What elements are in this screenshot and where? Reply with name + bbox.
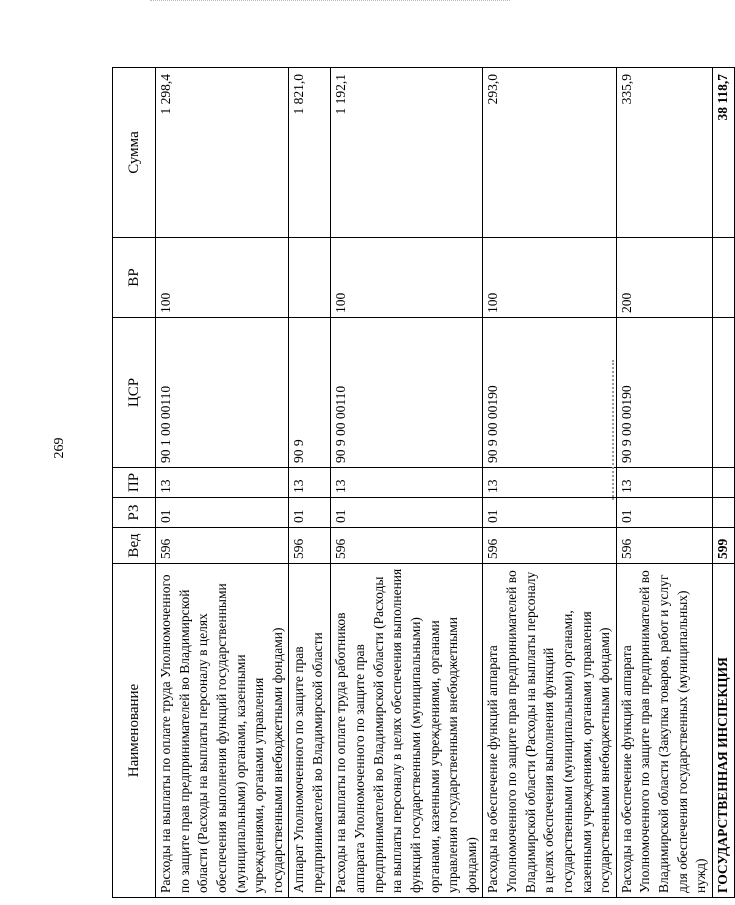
header-ved: Вед bbox=[113, 528, 156, 564]
total-pr bbox=[712, 468, 734, 498]
table-row bbox=[331, 68, 483, 898]
budget-table bbox=[112, 67, 735, 898]
row-csr: 90 9 00 00190 bbox=[483, 318, 616, 468]
row-sum: 335,9 bbox=[616, 68, 712, 238]
row-name: Аппарат Уполномоченного по защите прав предпринимателей во Владимирской области bbox=[289, 564, 331, 898]
header-vr: ВР bbox=[113, 238, 156, 318]
table-total-row bbox=[712, 68, 734, 898]
row-rz: 01 bbox=[331, 498, 483, 528]
row-name: Расходы на выплаты по оплате труда Уполномоченного по защите прав предпринимателей во Владимирской области (Расходы на выплаты персоналу в целях обеспечения выполнения функций государственными (муниципальными) органами, казенными учреждениями, органами управления государственными внебюджетными фондами) bbox=[156, 564, 289, 898]
table-row bbox=[483, 68, 616, 898]
table-row bbox=[289, 68, 331, 898]
header-rz: РЗ bbox=[113, 498, 156, 528]
total-name: ГОСУДАРСТВЕННАЯ ИНСПЕКЦИЯ bbox=[712, 564, 734, 898]
row-pr: 13 bbox=[483, 468, 616, 498]
total-sum: 38 118,7 bbox=[712, 68, 734, 238]
row-pr: 13 bbox=[289, 468, 331, 498]
row-ved: 596 bbox=[289, 528, 331, 564]
row-csr: 90 9 00 00110 bbox=[331, 318, 483, 468]
row-ved: 596 bbox=[483, 528, 616, 564]
page-number: 269 bbox=[52, 437, 67, 459]
row-rz: 01 bbox=[616, 498, 712, 528]
header-pr: ПР bbox=[113, 468, 156, 498]
header-name: Наименование bbox=[113, 564, 156, 898]
header-csr: ЦСР bbox=[113, 318, 156, 468]
row-pr: 13 bbox=[331, 468, 483, 498]
row-ved: 596 bbox=[156, 528, 289, 564]
row-name: Расходы на обеспечение функций аппарата Уполномоченного по защите прав предпринимателей во Владимирской области (Расходы на выплаты персоналу в целях обеспечения выполнения функций государственными (муниципальными) органами, казенными учреждениями, органами управления государственными внебюджетными фондами) bbox=[483, 564, 616, 898]
total-rz bbox=[712, 498, 734, 528]
row-rz: 01 bbox=[156, 498, 289, 528]
row-sum: 1 192,1 bbox=[331, 68, 483, 238]
rotated-page bbox=[112, 68, 730, 898]
total-csr bbox=[712, 318, 734, 468]
table-row bbox=[156, 68, 289, 898]
row-csr: 90 9 00 00190 bbox=[616, 318, 712, 468]
header-sum: Сумма bbox=[113, 68, 156, 238]
row-pr: 13 bbox=[616, 468, 712, 498]
row-name: Расходы на выплаты по оплате труда работников аппарата Уполномоченного по защите прав предпринимателей во Владимирской области (Расходы на выплаты персоналу в целях обеспечения выполнения функций государственными (муниципальными) органами, казенными учреждениями, органами управления государственными внебюджетными фондами) bbox=[331, 564, 483, 898]
table-row bbox=[616, 68, 712, 898]
row-vr: 200 bbox=[616, 238, 712, 318]
total-vr bbox=[712, 238, 734, 318]
row-pr: 13 bbox=[156, 468, 289, 498]
row-sum: 293,0 bbox=[483, 68, 616, 238]
row-rz: 01 bbox=[483, 498, 616, 528]
row-vr: 100 bbox=[483, 238, 616, 318]
scan-artifact-top bbox=[150, 0, 510, 3]
row-sum: 1 298,4 bbox=[156, 68, 289, 238]
scan-artifact-edge bbox=[612, 360, 616, 500]
total-ved: 599 bbox=[712, 528, 734, 564]
row-sum: 1 821,0 bbox=[289, 68, 331, 238]
row-vr bbox=[289, 238, 331, 318]
row-vr: 100 bbox=[331, 238, 483, 318]
row-csr: 90 9 bbox=[289, 318, 331, 468]
row-ved: 596 bbox=[331, 528, 483, 564]
row-csr: 90 1 00 00110 bbox=[156, 318, 289, 468]
table-header-row bbox=[113, 68, 156, 898]
row-ved: 596 bbox=[616, 528, 712, 564]
row-name: Расходы на обеспечение функций аппарата Уполномоченного по защите прав предпринимателей во Владимирской области (Закупка товаров, работ и услуг для обеспечения государственных (муниципальных) нужд) bbox=[616, 564, 712, 898]
row-vr: 100 bbox=[156, 238, 289, 318]
row-rz: 01 bbox=[289, 498, 331, 528]
